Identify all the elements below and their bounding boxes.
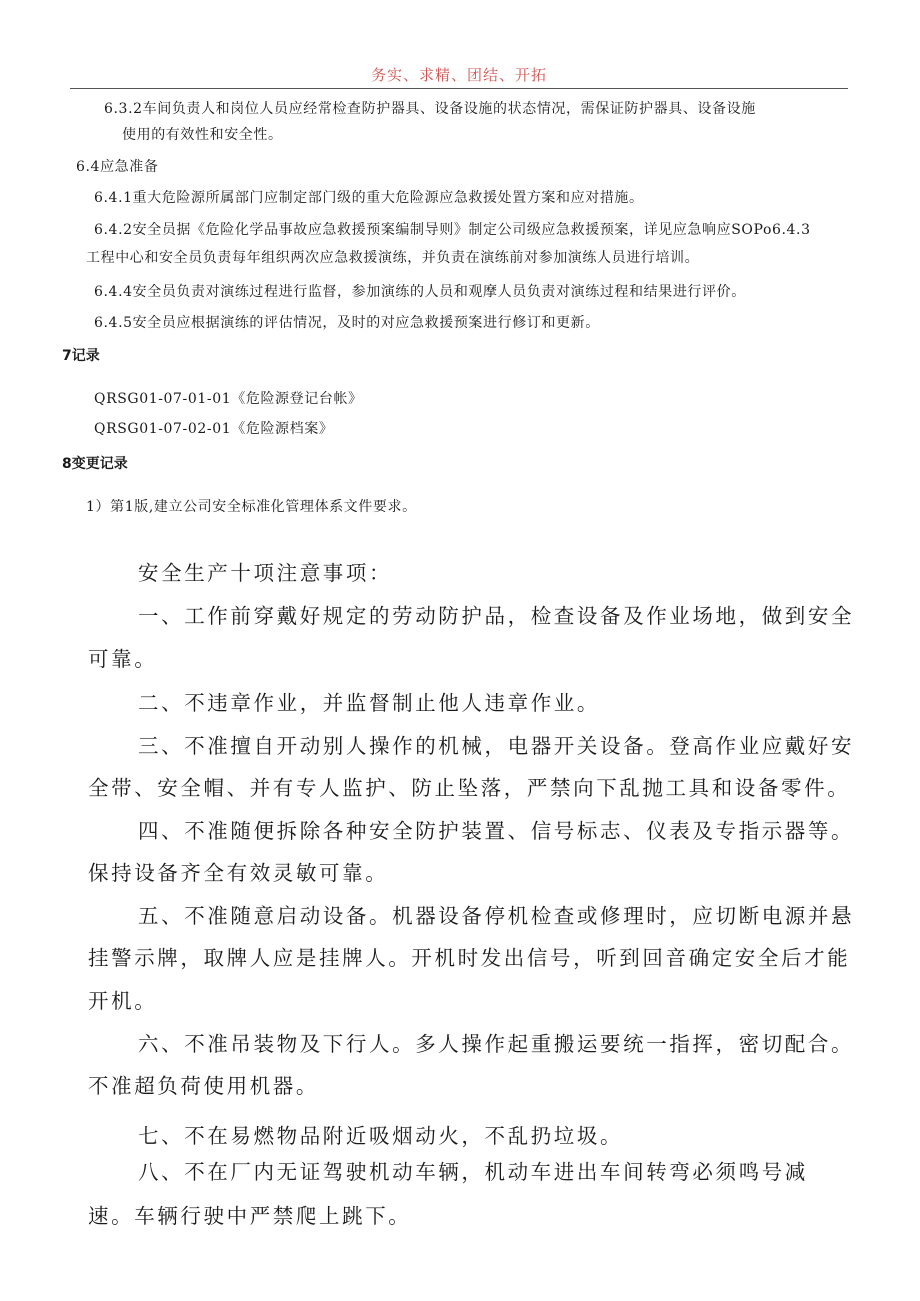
heading-6-4: 6.4应急准备: [76, 159, 159, 175]
notice-item-3-line1: 三、不准擅自开动别人操作的机械，电器开关设备。登高作业应戴好安: [138, 734, 855, 758]
notice-item-2: 二、不违章作业，并监督制止他人违章作业。: [138, 691, 600, 715]
para-6-4-2-line1: 6.4.2安全员据《危险化学品事故应急救援预案编制导则》制定公司级应急救援预案，详见应急响应SOPo6.4.3: [94, 222, 811, 238]
para-6-4-2-line2: 工程中心和安全员负责每年组织两次应急救援演练，并负责在演练前对参加演练人员进行培训。: [86, 250, 700, 266]
header-motto: 务实、求精、团结、开拓: [370, 66, 547, 84]
notice-item-4-line1: 四、不准随便拆除各种安全防护装置、信号标志、仪表及专指示器等。: [138, 819, 855, 843]
record-item: QRSG01-07-01-01《危险源登记台帐》: [94, 391, 363, 407]
notice-item-5-line2: 挂警示牌，取牌人应是挂牌人。开机时发出信号，听到回音确定安全后才能: [88, 946, 851, 970]
para-6-4-1: 6.4.1重大危险源所属部门应制定部门级的重大危险源应急救援处置方案和应对措施。: [94, 190, 644, 206]
notice-item-8-line1: 八、不在厂内无证驾驶机动车辆，机动车进出车间转弯必须鸣号减: [138, 1160, 808, 1184]
notice-item-7: 七、不在易燃物品附近吸烟动火，不乱扔垃圾。: [138, 1124, 624, 1148]
para-6-3-2-line2: 使用的有效性和安全性。: [122, 127, 283, 143]
para-6-4-5: 6.4.5安全员应根据演练的评估情况，及时的对应急救援预案进行修订和更新。: [94, 315, 600, 331]
heading-7-records: 7记录: [62, 348, 100, 364]
notice-item-6-line1: 六、不准吊装物及下行人。多人操作起重搬运要统一指挥，密切配合。: [138, 1032, 855, 1056]
notice-item-6-line2: 不准超负荷使用机器。: [88, 1074, 319, 1098]
record-item: QRSG01-07-02-01《危险源档案》: [94, 421, 334, 437]
para-6-4-4: 6.4.4安全员负责对演练过程进行监督，参加演练的人员和观摩人员负责对演练过程和结果进行评价。: [94, 284, 746, 300]
para-6-3-2-line1: 6.3.2车间负责人和岗位人员应经常检查防护器具、设备设施的状态情况，需保证防护器具、设备设施: [104, 101, 756, 117]
notice-item-5-line1: 五、不准随意启动设备。机器设备停机检查或修理时，应切断电源并悬: [138, 904, 855, 928]
notice-item-1-line1: 一、工作前穿戴好规定的劳动防护品，检查设备及作业场地，做到安全: [138, 604, 855, 628]
notice-item-5-line3: 开机。: [88, 989, 158, 1013]
notice-item-1-line2: 可靠。: [88, 647, 158, 671]
notice-item-3-line2: 全带、安全帽、并有专人监护、防止坠落，严禁向下乱抛工具和设备零件。: [88, 776, 851, 800]
notice-item-8-line2: 速。车辆行驶中严禁爬上跳下。: [88, 1204, 412, 1228]
heading-8-change-log: 8变更记录: [62, 456, 128, 472]
page-header: [70, 62, 848, 89]
notice-title: 安全生产十项注意事项：: [138, 561, 393, 585]
change-log-item: 1）第1版,建立公司安全标准化管理体系文件要求。: [86, 499, 417, 515]
notice-item-4-line2: 保持设备齐全有效灵敏可靠。: [88, 861, 389, 885]
